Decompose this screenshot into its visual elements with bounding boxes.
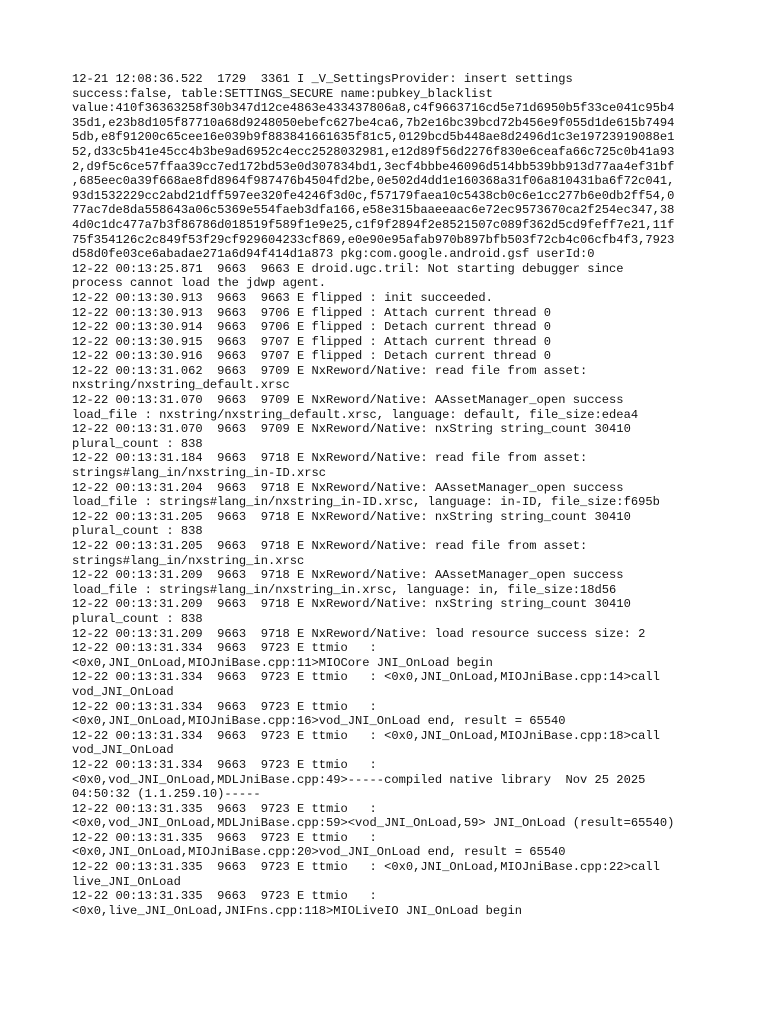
- log-line: <0x0,JNI_OnLoad,MIOJniBase.cpp:20>vod_JNI_OnLoad end, result = 65540: [72, 845, 566, 860]
- log-line: 12-22 00:13:31.205 9663 9718 E NxReword/Native: nxString string_count 30410: [72, 509, 631, 524]
- log-line: 12-22 00:13:31.070 9663 9709 E NxReword/Native: AAssetManager_open success: [72, 393, 624, 408]
- log-line: 12-22 00:13:31.334 9663 9723 E ttmio :: [72, 757, 377, 772]
- log-line: 12-22 00:13:31.070 9663 9709 E NxReword/Native: nxString string_count 30410: [72, 422, 631, 437]
- log-line: 12-22 00:13:31.184 9663 9718 E NxReword/Native: read file from asset:: [72, 451, 588, 466]
- log-line: 12-22 00:13:31.334 9663 9723 E ttmio :: [72, 699, 377, 714]
- log-line: 4d0c1dc477a7b3f86786d018519f589f1e9e25,c1f9f2894f2e8521507c089f362d5cd9feff7e21,11f: [72, 217, 675, 232]
- log-line: <0x0,JNI_OnLoad,MIOJniBase.cpp:11>MIOCore JNI_OnLoad begin: [72, 655, 493, 670]
- log-line: success:false, table:SETTINGS_SECURE name:pubkey_blacklist: [72, 86, 493, 101]
- log-line: 12-22 00:13:31.334 9663 9723 E ttmio : <0x0,JNI_OnLoad,MIOJniBase.cpp:14>call: [72, 670, 660, 685]
- log-line: 12-22 00:13:31.335 9663 9723 E ttmio :: [72, 889, 377, 904]
- log-line: 93d1532229cc2abd21dff597ee320fe4246f3d0c,f57179faea10c5438cb0c6e1cc277b6e0db2ff54,0: [72, 188, 675, 203]
- log-line: load_file : strings#lang_in/nxstring_in.xrsc, language: in, file_size:18d56: [72, 582, 617, 597]
- log-line: 12-22 00:13:25.871 9663 9663 E droid.ugc.tril: Not starting debugger since: [72, 261, 624, 276]
- log-line: live_JNI_OnLoad: [72, 874, 181, 889]
- log-line: 12-22 00:13:30.916 9663 9707 E flipped : Detach current thread 0: [72, 349, 551, 364]
- log-line: 12-22 00:13:30.914 9663 9706 E flipped : Detach current thread 0: [72, 320, 551, 335]
- log-line: 5db,e8f91200c65cee16e039b9f883841661635f81c5,0129bcd5b448ae8d2496d1c3e19723919088e1: [72, 130, 675, 145]
- log-line: value:410f36363258f30b347d12ce4863e433437806a8,c4f9663716cd5e71d6950b5f33ce041c95b4: [72, 101, 675, 116]
- log-line: <0x0,JNI_OnLoad,MIOJniBase.cpp:16>vod_JNI_OnLoad end, result = 65540: [72, 714, 566, 729]
- log-line: 12-22 00:13:31.062 9663 9709 E NxReword/Native: read file from asset:: [72, 363, 588, 378]
- log-line: strings#lang_in/nxstring_in-ID.xrsc: [72, 466, 327, 481]
- log-line: 35d1,e23b8d105f87710a68d9248050ebefc627be4ca6,7b2e16bc39bcd72b456e9f055d1de615b7494: [72, 115, 675, 130]
- log-line: 52,d33c5b41e45cc4b3be9ad6952c4ecc2528032981,e12d89f56d2276f830e6ceafa66c725c0b41a93: [72, 144, 675, 159]
- log-line: 12-21 12:08:36.522 1729 3361 I _V_SettingsProvider: insert settings: [72, 72, 573, 86]
- log-line: 12-22 00:13:31.334 9663 9723 E ttmio : <0x0,JNI_OnLoad,MIOJniBase.cpp:18>call: [72, 728, 660, 743]
- log-line: <0x0,vod_JNI_OnLoad,MDLJniBase.cpp:59><vod_JNI_OnLoad,59> JNI_OnLoad (result=65540): [72, 816, 675, 831]
- log-line: <0x0,vod_JNI_OnLoad,MDLJniBase.cpp:49>-----compiled native library Nov 25 2025: [72, 772, 646, 787]
- log-line: 12-22 00:13:31.209 9663 9718 E NxReword/Native: load resource success size: 2: [72, 626, 646, 641]
- log-line: 77ac7de8da558643a06c5369e554faeb3dfa166,e58e315baaeeaac6e72ec9573670ca2f254ec347,38: [72, 203, 675, 218]
- log-line: 2,d9f5c6ce57ffaa39cc7ed172bd53e0d307834bd1,3ecf4bbbe46096d514bb539bb913d77aa4ef31bf: [72, 159, 675, 174]
- log-line: plural_count : 838: [72, 524, 203, 539]
- log-line: 12-22 00:13:31.205 9663 9718 E NxReword/Native: read file from asset:: [72, 539, 588, 553]
- log-line: 12-22 00:13:30.915 9663 9707 E flipped : Attach current thread 0: [72, 334, 551, 349]
- log-line: load_file : strings#lang_in/nxstring_in-ID.xrsc, language: in-ID, file_size:f695b: [72, 495, 660, 510]
- log-line: process cannot load the jdwp agent.: [72, 276, 327, 291]
- log-line: ,685eec0a39f668ae8fd8964f987476b4504fd2be,0e502d4dd1e160368a31f06a810431ba6f72c041,: [72, 174, 675, 189]
- log-line: 12-22 00:13:30.913 9663 9706 E flipped : Attach current thread 0: [72, 305, 551, 320]
- log-document: [72, 72, 712, 918]
- log-line: 12-22 00:13:31.209 9663 9718 E NxReword/Native: AAssetManager_open success: [72, 568, 624, 583]
- log-line: 04:50:32 (1.1.259.10)-----: [72, 787, 261, 802]
- log-line: 12-22 00:13:30.913 9663 9663 E flipped : init succeeded.: [72, 290, 493, 305]
- log-line: <0x0,live_JNI_OnLoad,JNIFns.cpp:118>MIOLiveIO JNI_OnLoad begin: [72, 903, 522, 918]
- log-line: 12-22 00:13:31.335 9663 9723 E ttmio :: [72, 801, 377, 816]
- log-line: 75f354126c2c849f53f29cf929604233cf869,e0e90e95afab970b897bfb503f72cb4c06cfb4f3,7923: [72, 232, 675, 247]
- log-line: load_file : nxstring/nxstring_default.xrsc, language: default, file_size:edea4: [72, 407, 639, 422]
- log-line: strings#lang_in/nxstring_in.xrsc: [72, 553, 305, 568]
- log-line: 12-22 00:13:31.204 9663 9718 E NxReword/Native: AAssetManager_open success: [72, 480, 624, 495]
- log-line: plural_count : 838: [72, 436, 203, 451]
- log-line: 12-22 00:13:31.335 9663 9723 E ttmio :: [72, 830, 377, 845]
- log-line: vod_JNI_OnLoad: [72, 684, 174, 699]
- log-line: plural_count : 838: [72, 611, 203, 626]
- log-line: nxstring/nxstring_default.xrsc: [72, 378, 290, 393]
- log-line: d58d0fe03ce6abadae271a6d94f414d1a873 pkg:com.google.android.gsf userId:0: [72, 247, 595, 262]
- log-line: 12-22 00:13:31.334 9663 9723 E ttmio :: [72, 641, 377, 656]
- log-line: 12-22 00:13:31.335 9663 9723 E ttmio : <0x0,JNI_OnLoad,MIOJniBase.cpp:22>call: [72, 860, 660, 875]
- log-line: vod_JNI_OnLoad: [72, 743, 174, 758]
- log-line: 12-22 00:13:31.209 9663 9718 E NxReword/Native: nxString string_count 30410: [72, 597, 631, 612]
